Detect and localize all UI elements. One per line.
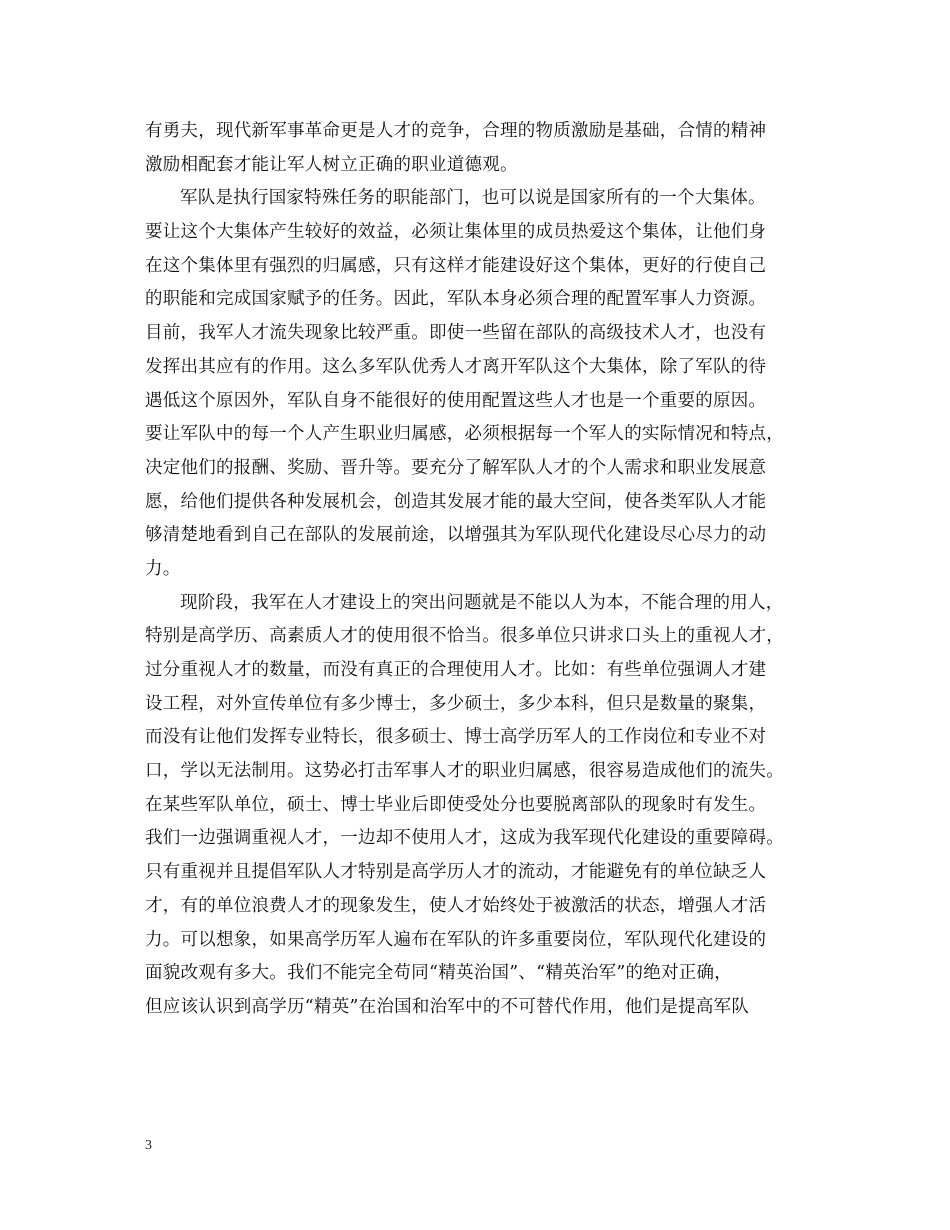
text-line: 要让军队中的每一个人产生职业归属感，必须根据每一个军人的实际情况和特点， <box>145 424 784 445</box>
text-line: 在这个集体里有强烈的归属感，只有这样才能建设好这个集体，更好的行使自己 <box>145 255 767 276</box>
text-line: 激励相配套才能让军人树立正确的职业道德观。 <box>145 154 518 175</box>
text-line: 我们一边强调重视人才，一边却不使用人才，这成为我军现代化建设的重要障碍。 <box>145 828 784 849</box>
body-text <box>145 115 825 1025</box>
text-line: 口，学以无法制用。这势必打击军事人才的职业归属感，很容易造成他们的流失。 <box>145 761 784 782</box>
text-line: 只有重视并且提倡军队人才特别是高学历人才的流动，才能避免有的单位缺乏人 <box>145 862 767 883</box>
text-line: 设工程，对外宣传单位有多少博士，多少硕士，多少本科，但只是数量的聚集， <box>145 693 767 714</box>
text-line: 发挥出其应有的作用。这么多军队优秀人才离开军队这个大集体，除了军队的待 <box>145 356 767 377</box>
text-line: 力。 <box>145 558 181 579</box>
text-line: 要让这个大集体产生较好的效益，必须让集体里的成员热爱这个集体，让他们身 <box>145 222 767 243</box>
text-line: 而没有让他们发挥专业特长，很多硕士、博士高学历军人的工作岗位和专业不对 <box>145 727 767 748</box>
paragraph-start-line: 军队是执行国家特殊任务的职能部门，也可以说是国家所有的一个大集体。 <box>180 188 766 209</box>
text-line: 面貌改观有多大。我们不能完全苟同“精英治国”、“精英治军”的绝对正确， <box>145 963 733 984</box>
text-line: 才，有的单位浪费人才的现象发生，使人才始终处于被激活的状态，增强人才活 <box>145 895 767 916</box>
text-line: 特别是高学历、高素质人才的使用很不恰当。很多单位只讲求口头上的重视人才， <box>145 626 784 647</box>
text-line: 决定他们的报酬、奖励、晋升等。要充分了解军队人才的个人需求和职业发展意 <box>145 457 767 478</box>
paragraph-start-line: 现阶段，我军在人才建设上的突出问题就是不能以人为本，不能合理的用人， <box>180 592 784 613</box>
text-line: 愿，给他们提供各种发展机会，创造其发展才能的最大空间，使各类军队人才能 <box>145 491 767 512</box>
text-line: 在某些军队单位，硕士、博士毕业后即使受处分也要脱离部队的现象时有发生。 <box>145 794 767 815</box>
page-number: 3 <box>145 1138 152 1153</box>
text-line: 但应该认识到高学历“精英”在治国和治军中的不可替代作用，他们是提高军队 <box>145 996 750 1017</box>
text-line: 力。可以想象，如果高学历军人遍布在军队的许多重要岗位，军队现代化建设的 <box>145 929 767 950</box>
text-line: 的职能和完成国家赋予的任务。因此，军队本身必须合理的配置军事人力资源。 <box>145 289 767 310</box>
text-line: 够清楚地看到自己在部队的发展前途，以增强其为军队现代化建设尽心尽力的动 <box>145 525 767 546</box>
text-line: 有勇夫，现代新军事革命更是人才的竞争，合理的物质激励是基础，合情的精神 <box>145 121 767 141</box>
text-line: 目前，我军人才流失现象比较严重。即使一些留在部队的高级技术人才，也没有 <box>145 323 767 344</box>
text-line: 遇低这个原因外，军队自身不能很好的使用配置这些人才也是一个重要的原因。 <box>145 390 767 411</box>
text-line: 过分重视人才的数量，而没有真正的合理使用人才。比如：有些单位强调人才建 <box>145 660 767 680</box>
